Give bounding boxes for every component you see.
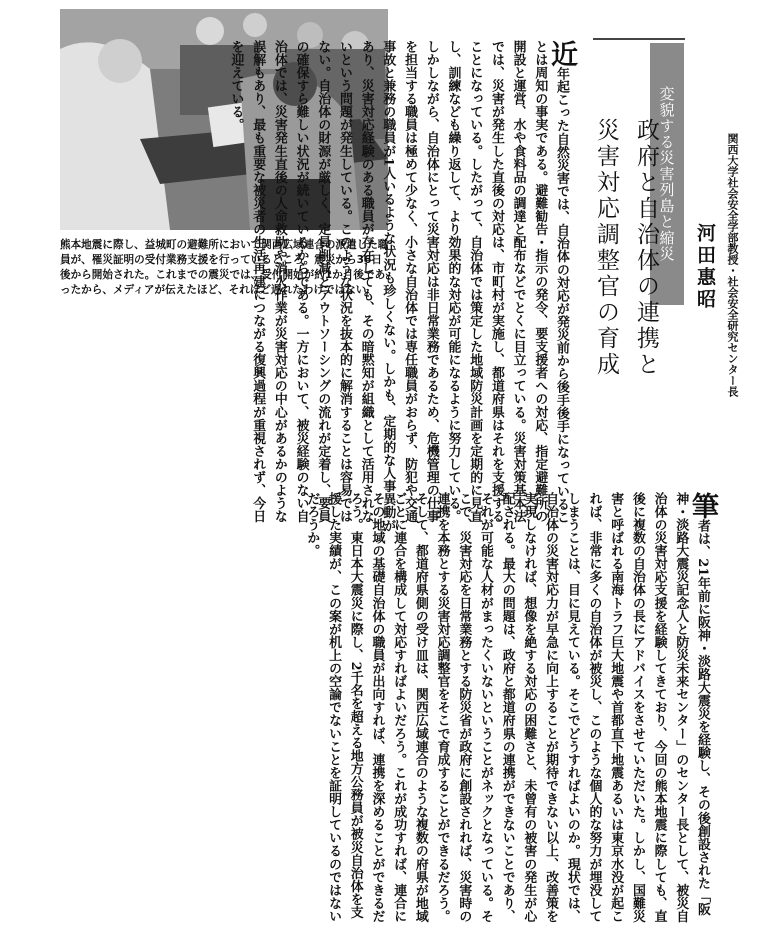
- author-affiliation: 関西大学社会安全学部教授・社会安全研究センター長: [726, 133, 739, 397]
- title-line-2: 災害対応調整官の育成: [593, 118, 619, 378]
- second-drop-cap: 筆: [687, 492, 718, 520]
- body-text-section-1: [60, 40, 577, 532]
- header-rule: [593, 38, 685, 40]
- article-title: [586, 118, 666, 408]
- lead-drop-cap: 近: [546, 40, 577, 68]
- title-line-1: 政府と自治体の連携と: [633, 118, 659, 378]
- body-paragraph-2: 者は、21年前に阪神・淡路大震災を経験し、その後創設された「阪神・淡路大震災記念人と防災未来センター」のセンター長として、被災自治体の災害対応支援を経験してきており、今回の熊本地震に際しても、直後に複数の自治体の長にアドバイスをさせていただいた。しかし、国難災害と呼ばれる南海トラフ巨大地震や首都直下地震あるいは東京水没が起これば、非常に多くの自治体が被災し、このような個人的な努力が埋没してしまうことは、目に見えている。そこでどうすればよいのか。現状では、自治体の災害対応力が早急に向上することが期待できない以上、改善策を実現しなければ、想像を絶する対応の困難さと、未曾有の被害の発生が心配される。最大の問題は、政府と都道府県の連携ができないことであり、それが可能な人材がまったくいないということがネックとなっている。そこで、災害対応を日常業務とする防災省が政府に創設されれば、災害時の連携を本務とする災害対応調整官をそこで育成することができるだろう。そして、都道府県側の受け皿は、関西広域連合のような複数の府県が地域ごとに連合を構成して対応すればよいだろう。これが成功すれば、連合にその地域の基礎自治体の職員が出向すれば、連携を深めることができるだろう。東日本大震災に際し、2千名を超える地方公務員が被災自治体を支援した実績が、この案が机上の空論でないことを証明しているのではないだろうか。: [304, 492, 710, 923]
- photo-caption: 熊本地震に際し、益城町の避難所において関西広域連合の派遣した職員が、罹災証明の受付業務支援を行っているところ。震災から36日後から開始された。これまでの震災では、受付開始が約1か月後であったから、メディアが伝えたほど、それほど遅れたわけではない: [60, 239, 389, 296]
- author-byline: [692, 80, 740, 450]
- series-text: 変貌する災害列島と縮災: [657, 86, 676, 262]
- author-name: 河田惠昭: [694, 223, 716, 311]
- body-text-section-2: [60, 492, 718, 926]
- body-paragraph-1: 年起こった自然災害では、自治体の対応が発災前から後手後手になっていることは周知の事実である。避難勧告・指示の発令、要支援者への対応、指定避難所の開設と運営、水や食料品の調達と配布などでとくに目立っている。災害対策基本法では、災害が発生した直後の対応は、市町村が実施し、都道府県はそれを支援することになっている。したがって、自治体では策定した地域防災計画を定期的に見直し、訓練なども繰り返して、より効果的な対応が可能になるように努力している。しかしながら、自治体にとって災害対応は非日常業務であるため、危機管理の仕事を担当する職員は極めて少なく、小さな自治体では専任職員がおらず、防犯や交通事故と兼務の職員が1人いるような状況も珍しくない。しかも、定期的な人事異動があり、災害対応経験のある職員が存在しても、その暗黙知が組織として活用されないという問題が発生している。このような状況を抜本的に解消することは容易ではない。自治体の財源が厳しく、定員削減とアウトソーシングの流れが定着し、要員の確保すら難しい状況が続いているからである。一方において、被災経験のない自治体では、災害発生直後の人命救助や消火作業が災害対応の中心があるかのような誤解もあり、最も重要な被災者の生活再建につながる復興過程が重視されず、今日を迎えている。: [228, 40, 569, 532]
